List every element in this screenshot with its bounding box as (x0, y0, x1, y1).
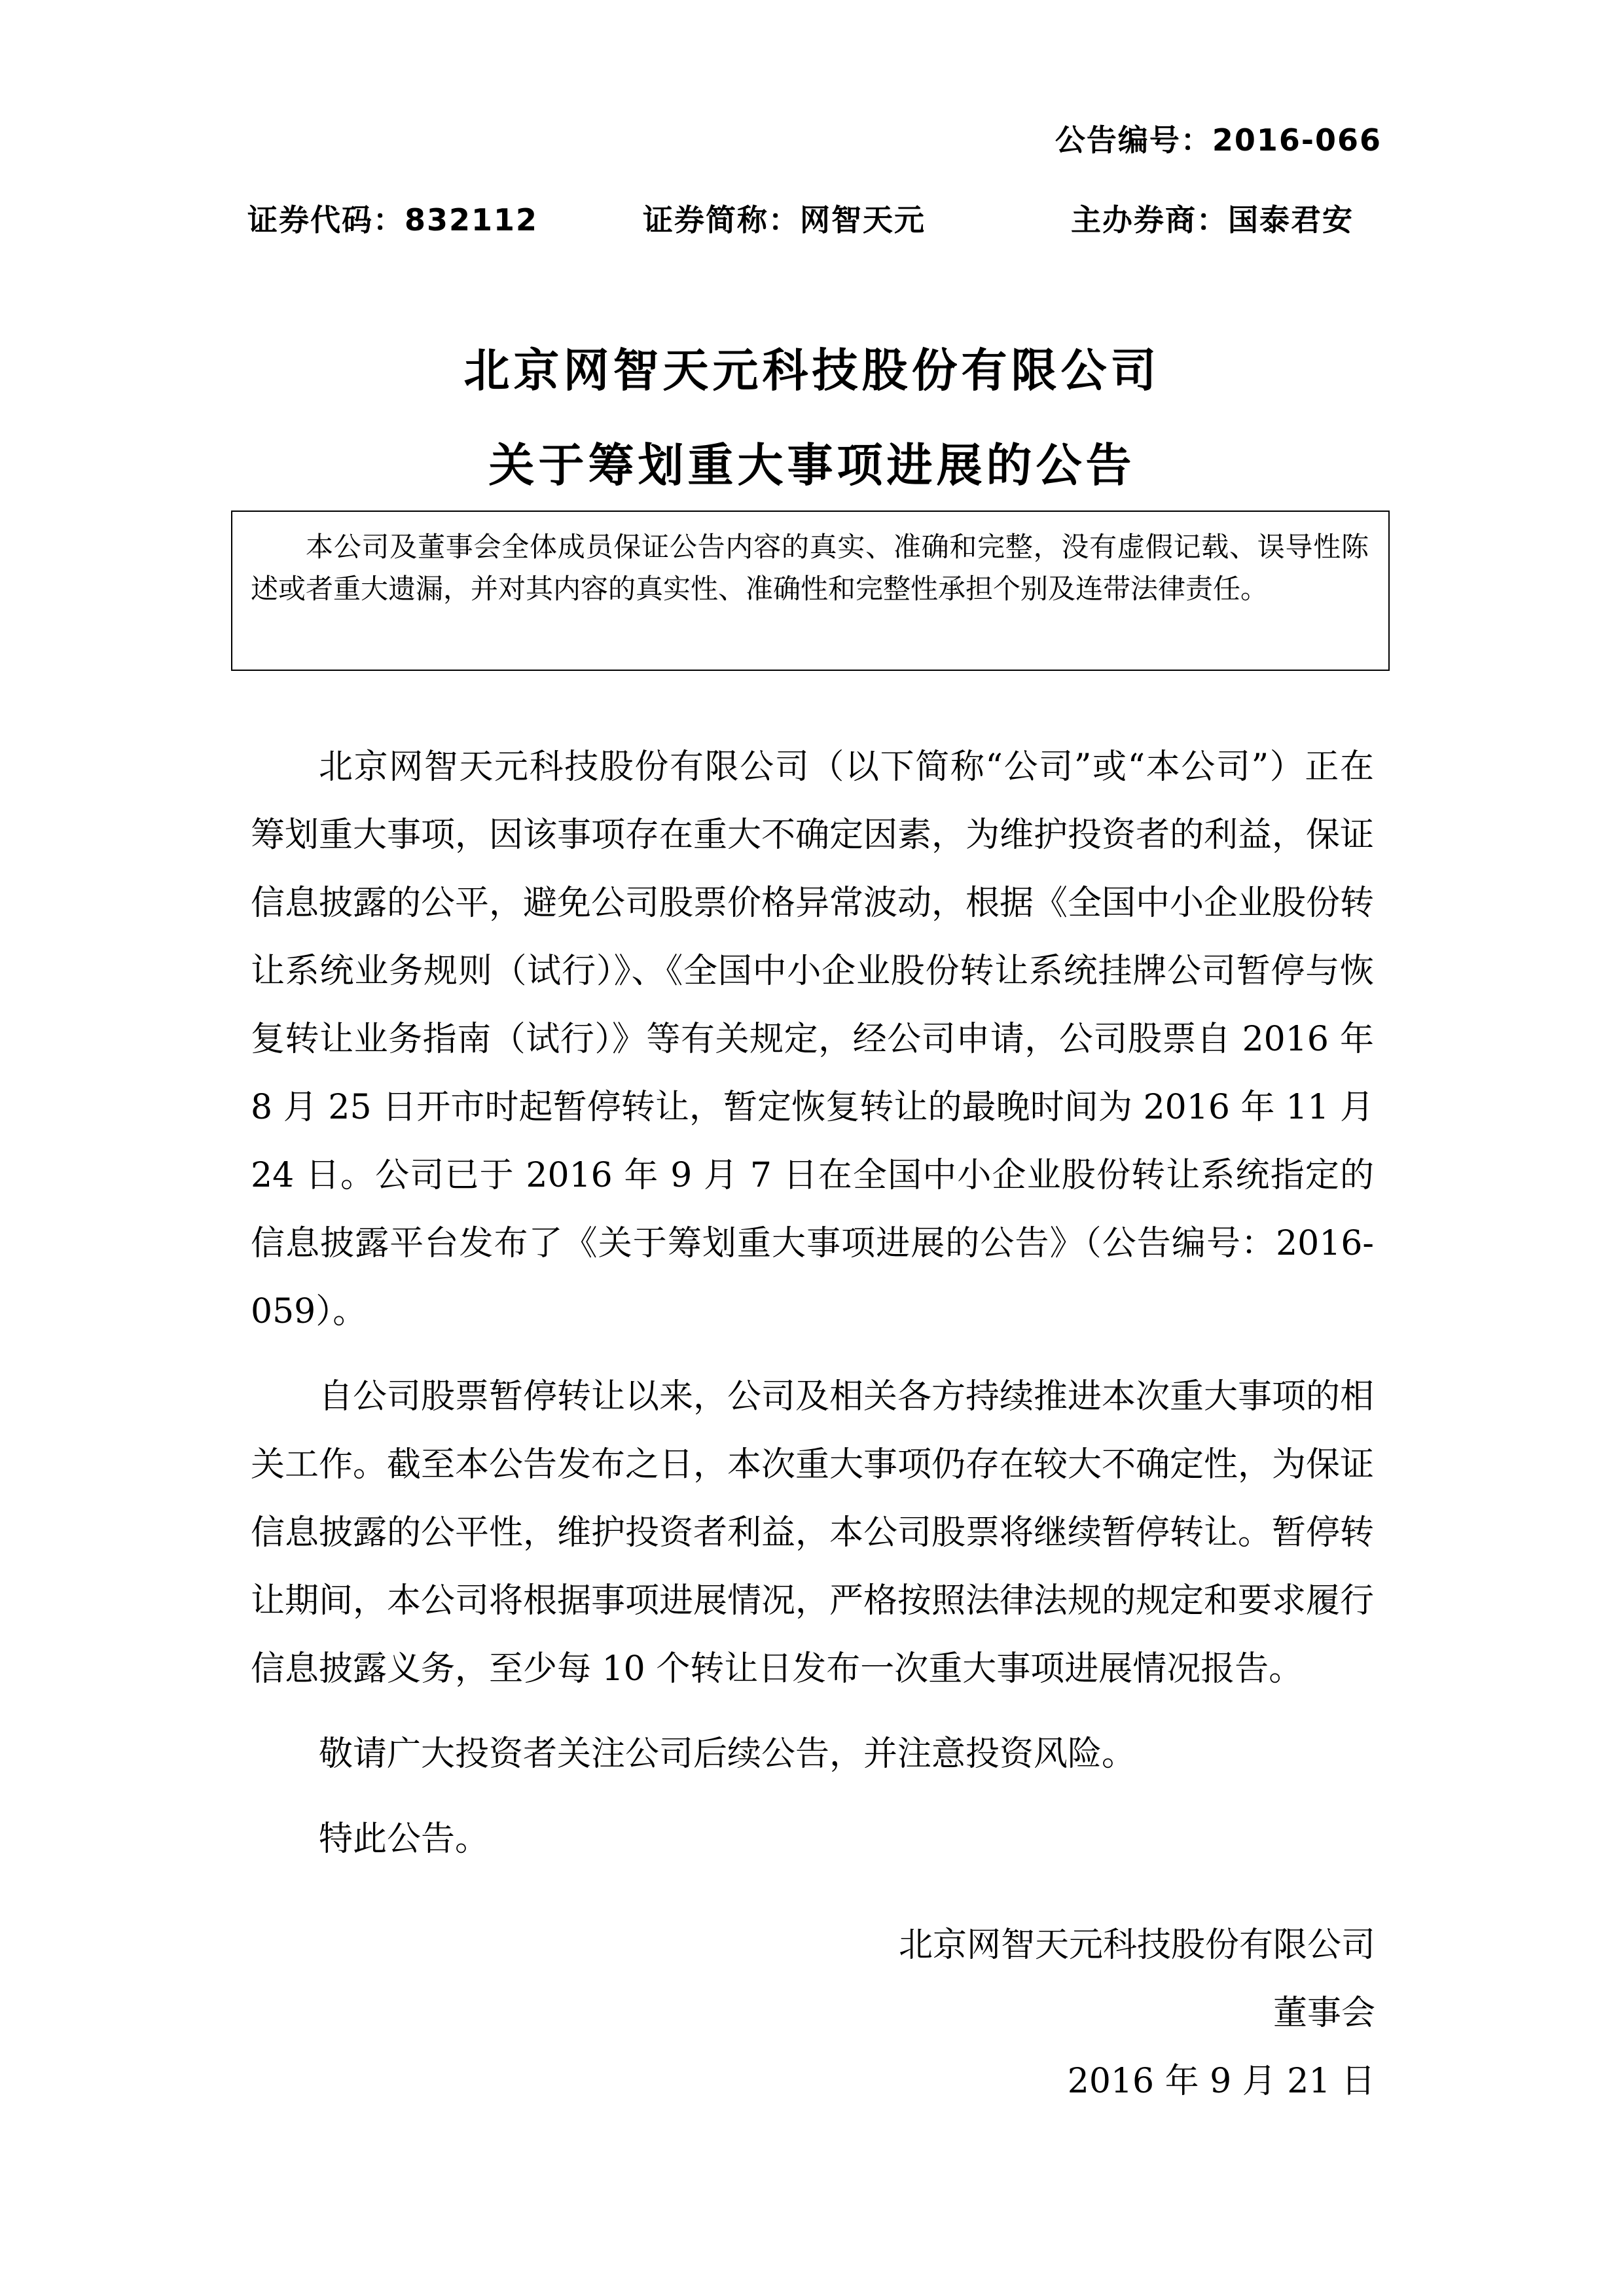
announcement-number: 公告编号：2016-066 (1055, 122, 1382, 158)
lead-broker: 主办券商：国泰君安 (1071, 202, 1354, 238)
signature-company: 北京网智天元科技股份有限公司 (898, 1926, 1375, 1965)
body-paragraph: 敬请广大投资者关注公司后续公告，并注意投资风险。 (319, 1734, 1136, 1774)
signature-block (899, 1911, 1375, 2115)
board-guarantee-notice: 本公司及董事会全体成员保证公告内容的真实、准确和完整，没有虚假记载、误导性陈述或者重大遗漏，并对其内容的真实性、准确性和完整性承担个别及连带法律责任。 (231, 511, 1390, 671)
security-code: 证券代码：832112 (247, 202, 539, 238)
body-paragraph: 自公司股票暂停转让以来，公司及相关各方持续推进本次重大事项的相关工作。截至本公告发布之日，本次重大事项仍存在较大不确定性，为保证信息披露的公平性，维护投资者利益，本公司股票将继续暂停转让。暂停转让期间，本公司将根据事项进展情况，严格按照法律法规的规定和要求履行信息披露义务，至少每 10 个转让日发布一次重大事项进展情况报告。 (251, 1377, 1375, 1689)
security-name: 证券简称：网智天元 (643, 202, 926, 238)
document-title-subject: 关于筹划重大事项进展的公告 (488, 439, 1136, 492)
signature-date: 2016 年 9 月 21 日 (1067, 2062, 1375, 2101)
announcement-body (251, 733, 1374, 1890)
document-title-company: 北京网智天元科技股份有限公司 (463, 344, 1161, 397)
signature-board: 董事会 (1272, 1994, 1375, 2033)
body-paragraph: 北京网智天元科技股份有限公司（以下简称“公司”或“本公司”）正在筹划重大事项，因该事项存在重大不确定因素，为维护投资者的利益，保证信息披露的公平，避免公司股票价格异常波动，根据《全国中小企业股份转让系统业务规则（试行）》、《全国中小企业股份转让系统挂牌公司暂停与恢复转让业务指南（试行）》等有关规定，经公司申请，公司股票自 2016 年 8 月 25 日开市时起暂停转让，暂定恢复转让的最晚时间为 2016 年 11 月 24 日。公司已于 2016 年 9 月 7 日在全国中小企业股份转让系统指定的信息披露平台发布了《关于筹划重大事项进展的公告》（公告编号：2016-059）。 (251, 747, 1375, 1331)
body-paragraph: 特此公告。 (319, 1820, 490, 1859)
